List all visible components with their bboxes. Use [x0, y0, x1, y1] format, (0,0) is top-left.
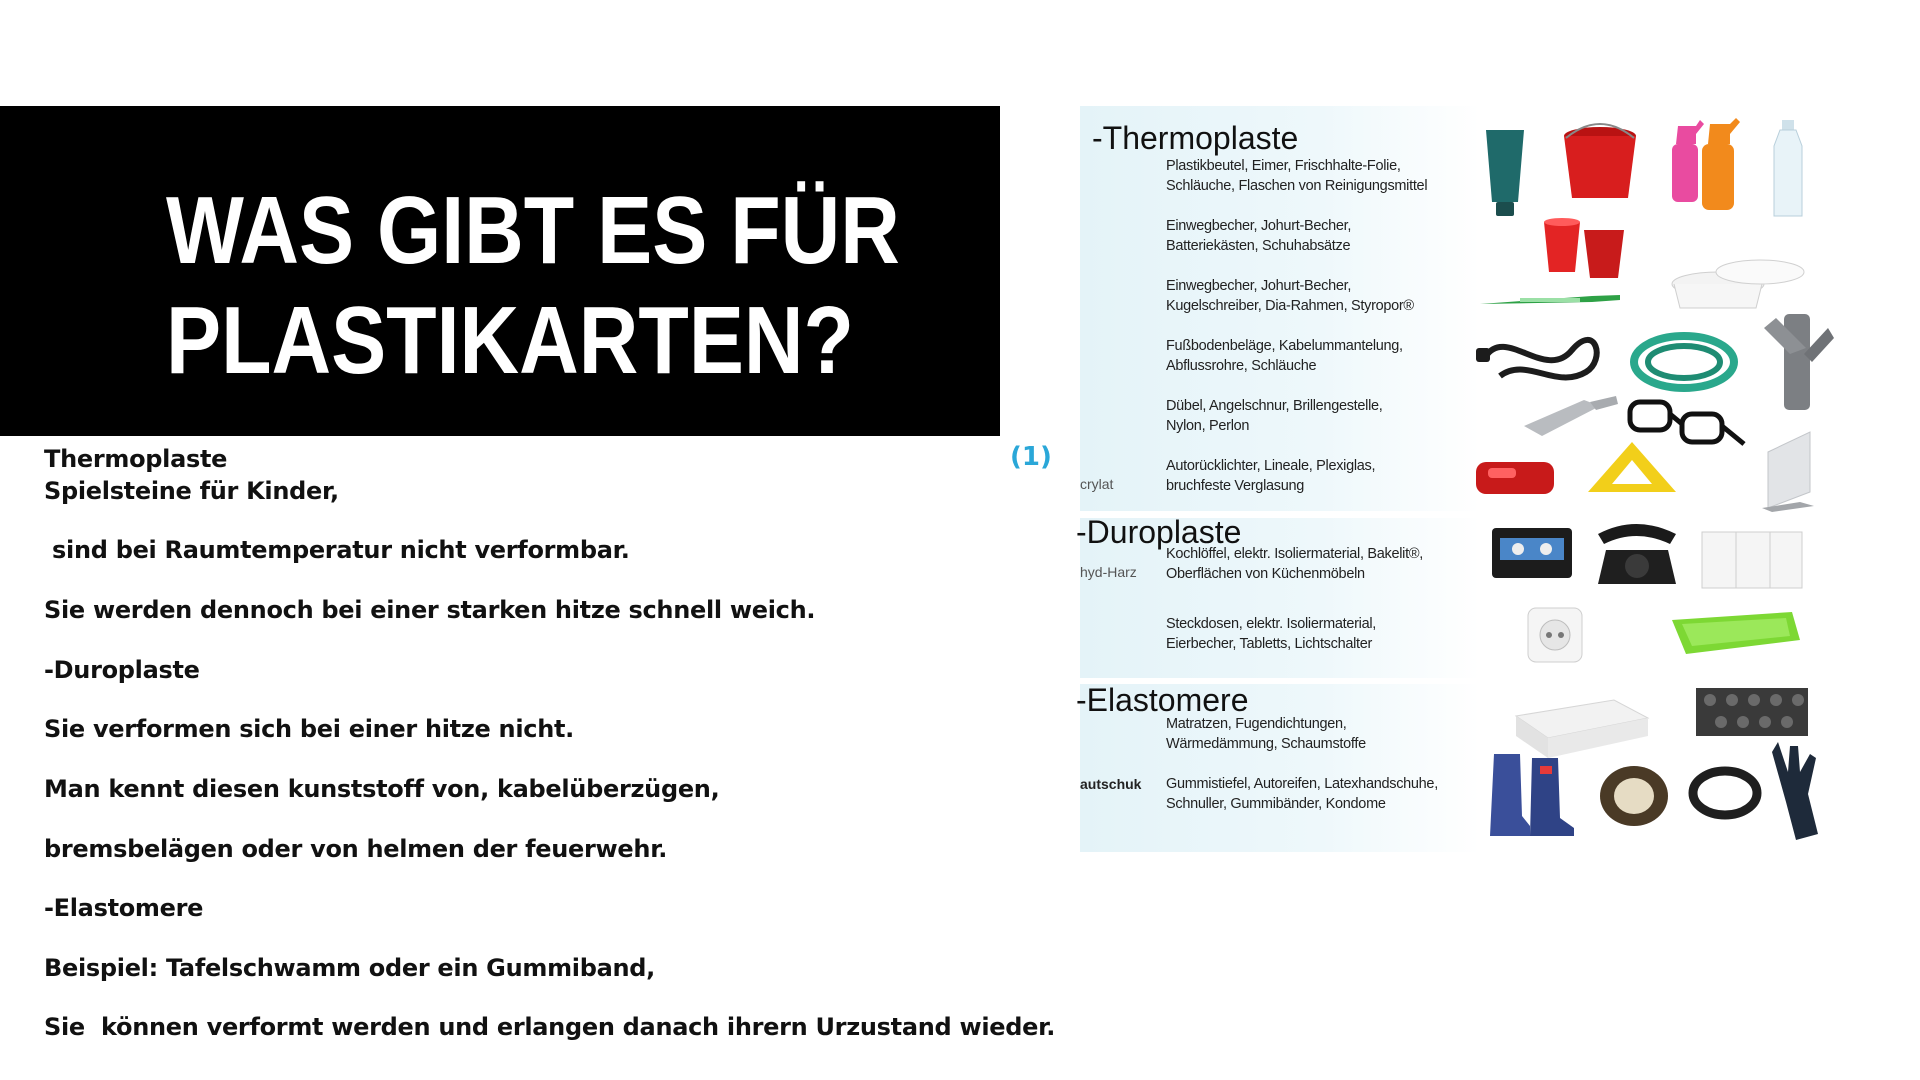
text-line: Man kennt diesen kunststoff von, kabelüberzügen,: [44, 775, 720, 803]
foam-icon: [1694, 686, 1810, 738]
title-line-1: WAS GIBT ES FÜR: [166, 177, 900, 284]
text-line: Sie werden dennoch bei einer starken hitze schnell weich.: [44, 596, 816, 624]
water-bottle-icon: [1770, 120, 1806, 220]
tail-light-icon: [1474, 454, 1558, 500]
text-line: Sie verformen sich bei einer hitze nicht.: [44, 715, 574, 743]
reference-marker: (1): [1010, 442, 1052, 472]
text-line: -Elastomere: [44, 894, 204, 922]
set-square-icon: [1586, 440, 1678, 494]
elastomere-item: Gummistiefel, Autoreifen, Latexhandschuhe, Schnuller, Gummibänder, Kondome: [1166, 776, 1438, 812]
duroplaste-heading: -Duroplaste: [1076, 514, 1242, 550]
mattress-icon: [1510, 694, 1650, 760]
cups-icon: [1540, 216, 1650, 280]
text-line: -Duroplaste: [44, 656, 200, 684]
tube-icon: [1480, 130, 1530, 220]
glove-icon: [1766, 742, 1822, 842]
thermoplaste-item: Fußbodenbeläge, Kabelummantelung, Abflussrohre, Schläuche: [1166, 338, 1403, 374]
pen-icon: [1480, 292, 1630, 312]
duroplaste-side-label: hyd-Harz: [1080, 564, 1137, 580]
text-line: Sie können verformt werden und erlangen danach ihrern Urzustand wieder.: [44, 1013, 1056, 1041]
acrylic-sheet-icon: [1760, 432, 1816, 512]
title-line-2: PLASTIKARTEN?: [166, 287, 854, 394]
thermoplaste-item: Plastikbeutel, Eimer, Frischhalte-Folie, Schläuche, Flaschen von Reinigungsmittel: [1166, 158, 1428, 194]
pipe-fitting-icon: [1760, 314, 1834, 414]
telephone-icon: [1592, 520, 1682, 588]
elastomere-heading: -Elastomere: [1076, 682, 1249, 718]
boots-icon: [1486, 752, 1578, 838]
slide-title: [166, 176, 900, 396]
plastic-types-figure: [1076, 106, 1840, 852]
wall-plug-icon: [1520, 396, 1620, 442]
food-container-icon: [1668, 256, 1808, 316]
socket-icon: [1526, 606, 1584, 664]
thermoplaste-item: Dübel, Angelschnur, Brillengestelle, Nylon, Perlon: [1166, 398, 1383, 434]
bucket-icon: [1560, 124, 1640, 204]
duroplaste-item: Steckdosen, elektr. Isoliermaterial, Eierbecher, Tabletts, Lichtschalter: [1166, 616, 1377, 652]
cassette-icon: [1490, 526, 1574, 580]
hose-icon: [1628, 322, 1748, 396]
tray-icon: [1668, 610, 1804, 660]
pacifier-icon: [1596, 762, 1672, 828]
thermoplaste-item: Einwegbecher, Johurt-Becher, Batteriekästen, Schuhabsätze: [1166, 218, 1352, 254]
text-line: Beispiel: Tafelschwamm oder ein Gummiband,: [44, 954, 655, 982]
elastomere-side-label: autschuk: [1080, 776, 1142, 792]
thermoplaste-item: Autorücklichter, Lineale, Plexiglas, bruchfeste Verglasung: [1166, 458, 1376, 494]
text-line: bremsbelägen oder von helmen der feuerwehr.: [44, 835, 668, 863]
text-line: Spielsteine für Kinder,: [44, 477, 339, 505]
title-banner: [0, 106, 1000, 436]
thermoplaste-side-label: crylat: [1080, 476, 1114, 492]
rubber-band-icon: [1688, 764, 1762, 822]
spray-bottle-icon: [1666, 114, 1746, 214]
thermoplaste-heading: -Thermoplaste: [1092, 120, 1299, 156]
kitchen-cabinet-icon: [1700, 526, 1804, 590]
thermoplaste-item: Einwegbecher, Johurt-Becher, Kugelschreiber, Dia-Rahmen, Styropor®: [1166, 278, 1414, 314]
power-cable-icon: [1476, 320, 1612, 390]
text-line: sind bei Raumtemperatur nicht verformbar.: [44, 536, 630, 564]
text-line: Thermoplaste: [44, 445, 228, 473]
elastomere-item: Matratzen, Fugendichtungen, Wärmedämmung, Schaumstoffe: [1166, 716, 1366, 752]
duroplaste-item: Kochlöffel, elektr. Isoliermaterial, Bakelit®, Oberflächen von Küchenmöbeln: [1166, 546, 1423, 582]
